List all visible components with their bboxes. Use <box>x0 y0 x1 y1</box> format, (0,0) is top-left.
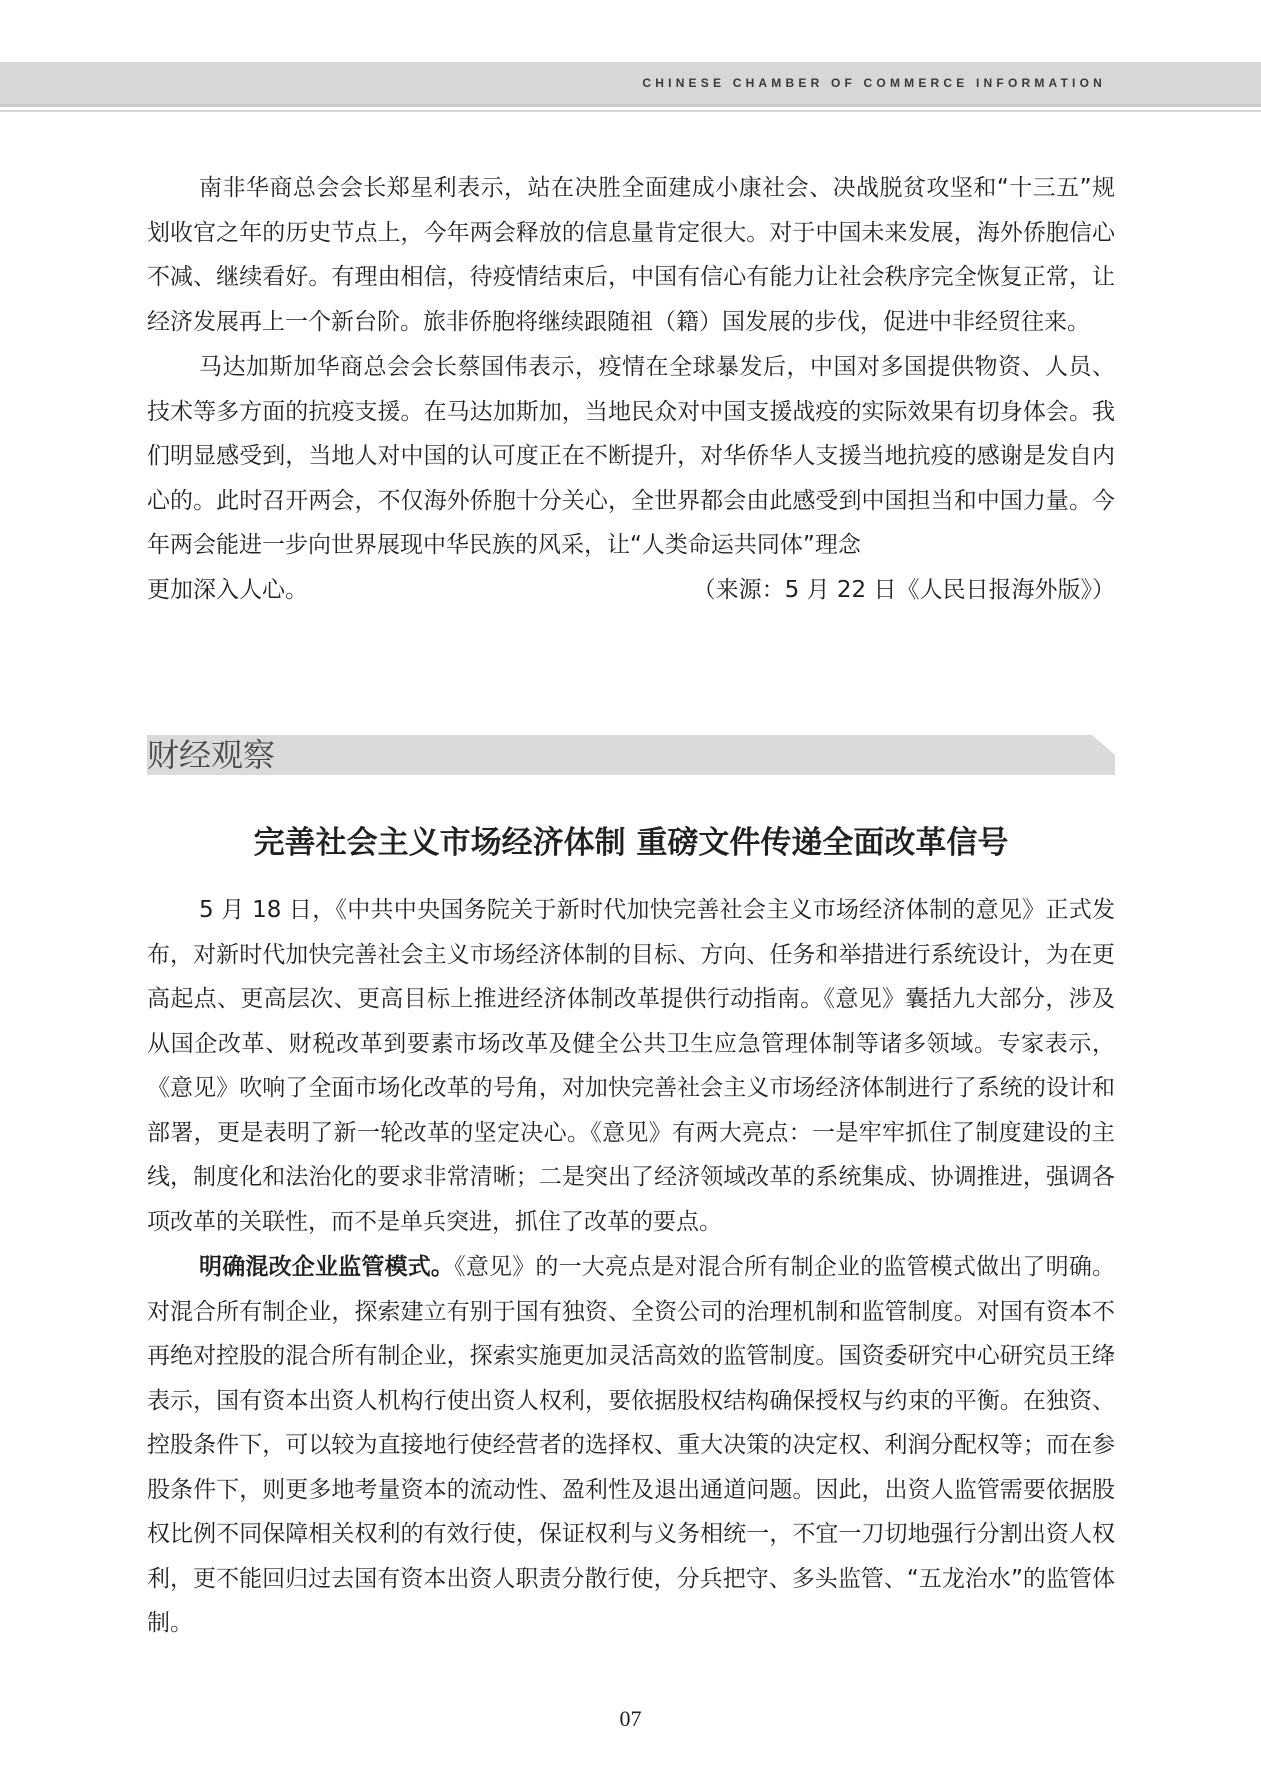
publication-name: CHINESE CHAMBER OF COMMERCE INFORMATION <box>642 76 1106 90</box>
paragraph-ending: 更加深入人心。 <box>147 576 308 603</box>
section-header <box>147 733 1115 777</box>
paragraph-lead: 明确混改企业监管模式。 <box>199 1254 455 1280</box>
paragraph: 5 月 18 日，《中共中央国务院关于新时代加快完善社会主义市场经济体制的意见》正式发布，对新时代加快完善社会主义市场经济体制的目标、方向、任务和举措进行系统设计，为在更高起点、更高层次、更高目标上推进经济体制改革提供行动指南。《意见》囊括九大部分，涉及从国企改革、财税改革到要素市场改革及健全公共卫生应急管理体制等诸多领域。专家表示，《意见》吹响了全面市场化改革的号角，对加快完善社会主义市场经济体制进行了系统的设计和部署，更是表明了新一轮改革的坚定决心。《意见》有两大亮点：一是牢牢抓住了制度建设的主线，制度化和法治化的要求非常清晰；二是突出了经济领域改革的系统集成、协调推进，强调各项改革的关联性，而不是单兵突进，抓住了改革的要点。 <box>147 897 1115 1235</box>
paragraph-body: 《意见》的一大亮点是对混合所有制企业的监管模式做出了明确。对混合所有制企业，探索建立有别于国有独资、全资公司的治理机制和监管制度。对国有资本不再绝对控股的混合所有制企业，探索实施更加灵活高效的监管制度。国资委研究中心研究员王绛表示，国有资本出资人机构行使出资人权利，要依据股权结构确保授权与约束的平衡。在独资、控股条件下，可以较为直接地行使经营者的选择权、重大决策的决定权、利润分配权等；而在参股条件下，则更多地考量资本的流动性、盈利性及退出通道问题。因此，出资人监管需要依据股权比例不同保障相关权利的有效行使，保证权利与义务相统一，不宜一刀切地强行分割出资人权利，更不能回归过去国有资本出资人职责分散行使，分兵把守、多头监管、“五龙治水”的监管体制。 <box>147 1254 1116 1636</box>
page-number: 07 <box>619 1706 642 1731</box>
main-article <box>147 888 1115 1646</box>
source-line <box>147 568 1115 613</box>
source-citation: （来源：5 月 22 日《人民日报海外版》） <box>692 576 1115 603</box>
header-divider-thin <box>0 110 1261 112</box>
paragraph <box>147 1245 1115 1646</box>
top-article <box>147 166 1115 612</box>
header-divider <box>0 104 1261 107</box>
section-header-background <box>147 733 1115 777</box>
paragraph: 南非华商总会会长郑星利表示，站在决胜全面建成小康社会、决战脱贫攻坚和“十三五”规划收官之年的历史节点上，今年两会释放的信息量肯定很大。对于中国未来发展，海外侨胞信心不减、继续看好。有理由相信，待疫情结束后，中国有信心有能力让社会秩序完全恢复正常，让经济发展再上一个新台阶。旅非侨胞将继续跟随祖（籍）国发展的步伐，促进中非经贸往来。 <box>147 175 1115 335</box>
article-title: 完善社会主义市场经济体制 重磅文件传递全面改革信号 <box>253 825 1009 861</box>
paragraph: 马达加斯加华商总会会长蔡国伟表示，疫情在全球暴发后，中国对多国提供物资、人员、技术等多方面的抗疫支援。在马达加斯加，当地民众对中国支援战疫的实际效果有切身体会。我们明显感受到，当地人对中国的认可度正在不断提升，对华侨华人支援当地抗疫的感谢是发自内心的。此时召开两会，不仅海外侨胞十分关心，全世界都会由此感受到中国担当和中国力量。今年两会能进一步向世界展现中华民族的风采，让“人类命运共同体”理念 <box>147 354 1115 558</box>
section-title: 财经观察 <box>147 736 276 774</box>
